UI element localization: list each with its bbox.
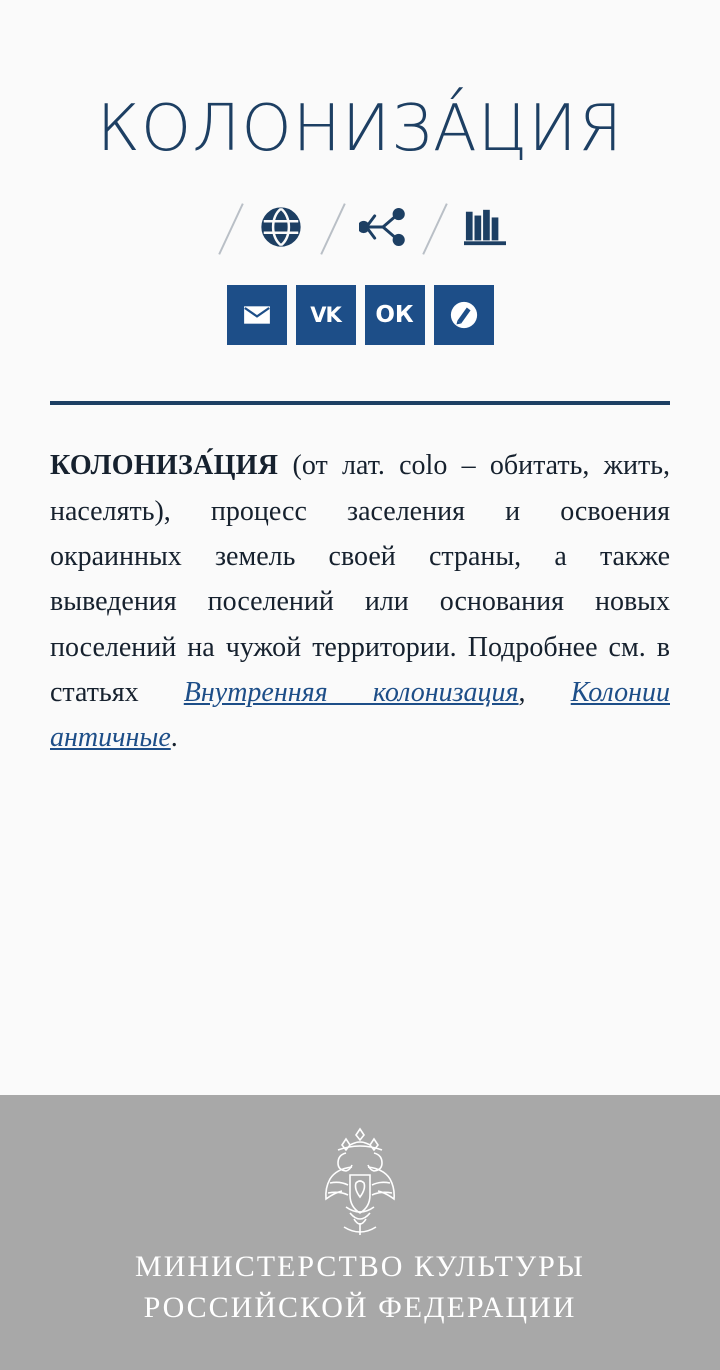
article-text (50, 443, 670, 761)
section-divider (50, 401, 670, 405)
page-title: КОЛОНИЗА́ЦИЯ (96, 92, 624, 166)
share-vk-button[interactable] (296, 285, 356, 345)
article-link-separator: , (518, 676, 571, 708)
article-link-internal-colonization[interactable]: Внутренняя колонизация (183, 676, 519, 708)
share-network-icon[interactable] (355, 199, 411, 255)
share-button-row (50, 285, 670, 345)
share-livejournal-button[interactable] (434, 285, 494, 345)
russian-coat-of-arms-icon (0, 1123, 720, 1241)
slash-divider-2 (309, 197, 355, 257)
article-container (0, 443, 720, 761)
slash-divider-3 (411, 197, 457, 257)
ministry-line-1: МИНИСТЕРСТВО КУЛЬТУРЫ (135, 1250, 585, 1283)
ministry-name (0, 1247, 720, 1328)
globe-icon[interactable] (253, 199, 309, 255)
page-footer (0, 1095, 720, 1370)
books-icon[interactable] (457, 199, 513, 255)
share-email-button[interactable] (227, 285, 287, 345)
share-vk-label: VK (310, 303, 341, 328)
share-odnoklassniki-button[interactable] (365, 285, 425, 345)
slash-divider-1 (207, 197, 253, 257)
article-headword: КОЛОНИЗА́ЦИЯ (50, 450, 279, 482)
article-body-before: (от лат. colo – обитать, жить, населять), процесс заселения и освоения окраинных земель своей страны, а также выведения поселений или основания новых поселений на чужой территории. Подробнее см. в статьях (50, 450, 670, 708)
article-body-after: . (170, 722, 178, 754)
page-content (0, 0, 720, 345)
top-icon-row (50, 197, 670, 257)
share-odnoklassniki-label: ОК (375, 302, 414, 329)
article-link-ancient-colonies[interactable]: Колонии античные (50, 676, 670, 754)
ministry-line-2: РОССИЙСКОЙ ФЕДЕРАЦИИ (143, 1290, 577, 1324)
